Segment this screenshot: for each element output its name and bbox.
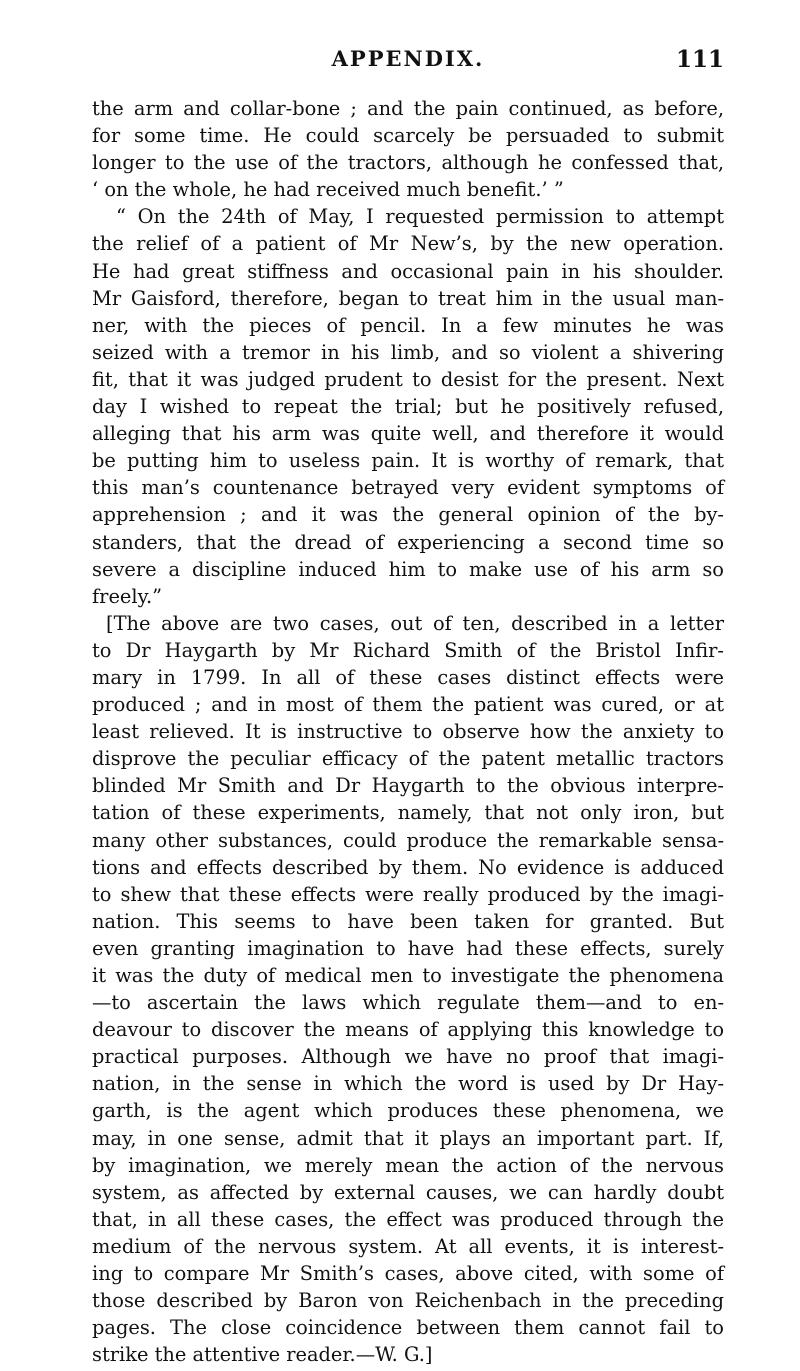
text-line: disprove the peculiar efficacy of the patent metallic tractors — [92, 747, 724, 771]
text-line: medium of the nervous system. At all events, it is interest- — [92, 1234, 724, 1258]
text-line: the arm and collar-bone ; and the pain continued, as before, — [92, 97, 724, 120]
text-line: even granting imagination to have had these effects, surely — [92, 936, 724, 960]
text-line: severe a discipline induced him to make use of his arm so — [92, 557, 724, 581]
text-line: seized with a tremor in his limb, and so violent a shivering — [92, 340, 724, 364]
text-line: be putting him to useless pain. It is worthy of remark, that — [92, 449, 724, 473]
text-line: by imagination, we merely mean the action of the nervous — [92, 1153, 724, 1177]
text-line: ing to compare Mr Smith’s cases, above cited, with some of — [92, 1262, 724, 1286]
text-line: may, in one sense, admit that it plays an important part. If, — [92, 1126, 724, 1150]
text-line: that, in all these cases, the effect was produced through the — [92, 1207, 724, 1231]
text-line: those described by Baron von Reichenbach in the preceding — [92, 1289, 724, 1313]
text-line: alleging that his arm was quite well, and therefore it would — [92, 422, 724, 446]
paragraph-start-line: “ On the 24th of May, I requested permission to attempt — [116, 205, 724, 229]
text-line: nation. This seems to have been taken for granted. But — [92, 909, 724, 933]
text-line: strike the attentive reader.—W. G.] — [92, 1343, 433, 1367]
text-line: garth, is the agent which produces these phenomena, we — [92, 1099, 724, 1123]
body-text — [92, 95, 724, 1368]
paragraph-start-line: [The above are two cases, out of ten, described in a letter — [106, 611, 724, 635]
text-line: nation, in the sense in which the word is used by Dr Hay- — [92, 1072, 724, 1096]
text-line: He had great stiffness and occasional pain in his shoulder. — [92, 259, 724, 283]
text-line: to shew that these effects were really produced by the imagi- — [92, 882, 724, 906]
running-head — [92, 46, 724, 86]
text-line: many other substances, could produce the remarkable sensa- — [92, 828, 724, 852]
text-line: least relieved. It is instructive to observe how the anxiety to — [92, 720, 724, 744]
text-line: —to ascertain the laws which regulate them—and to en- — [92, 991, 724, 1015]
text-line: ner, with the pieces of pencil. In a few minutes he was — [92, 313, 724, 337]
text-line: for some time. He could scarcely be persuaded to submit — [92, 124, 724, 148]
text-line: pages. The close coincidence between them cannot fail to — [92, 1316, 724, 1340]
text-line: mary in 1799. In all of these cases distinct effects were — [92, 665, 724, 689]
text-line: longer to the use of the tractors, although he confessed that, — [92, 151, 724, 175]
text-line: Mr Gaisford, therefore, began to treat him in the usual man- — [92, 286, 724, 310]
page-number: 111 — [675, 46, 724, 73]
text-line: tation of these experiments, namely, that not only iron, but — [92, 801, 724, 825]
text-line: deavour to discover the means of applying this knowledge to — [92, 1018, 724, 1042]
text-line: this man’s countenance betrayed very evident symptoms of — [92, 476, 724, 500]
text-line: system, as affected by external causes, we can hardly doubt — [92, 1180, 724, 1204]
running-title: APPENDIX. — [331, 46, 485, 71]
text-line: blinded Mr Smith and Dr Haygarth to the obvious interpre- — [92, 774, 724, 798]
text-line: day I wished to repeat the trial; but he positively refused, — [92, 395, 724, 419]
text-line: produced ; and in most of them the patient was cured, or at — [92, 693, 724, 717]
text-line: ‘ on the whole, he had received much benefit.’ ” — [92, 178, 564, 202]
text-line: it was the duty of medical men to investigate the phenomena — [92, 964, 724, 987]
text-line: standers, that the dread of experiencing a second time so — [92, 530, 724, 554]
text-line: tions and effects described by them. No evidence is adduced — [92, 855, 724, 879]
text-line: to Dr Haygarth by Mr Richard Smith of the Bristol Infir- — [92, 638, 724, 662]
text-line: freely.” — [92, 584, 163, 608]
text-line: the relief of a patient of Mr New’s, by the new operation. — [92, 232, 724, 256]
text-line: practical purposes. Although we have no proof that imagi- — [92, 1045, 724, 1069]
text-line: fit, that it was judged prudent to desist for the present. Next — [92, 367, 724, 391]
text-line: apprehension ; and it was the general opinion of the by- — [92, 503, 724, 527]
